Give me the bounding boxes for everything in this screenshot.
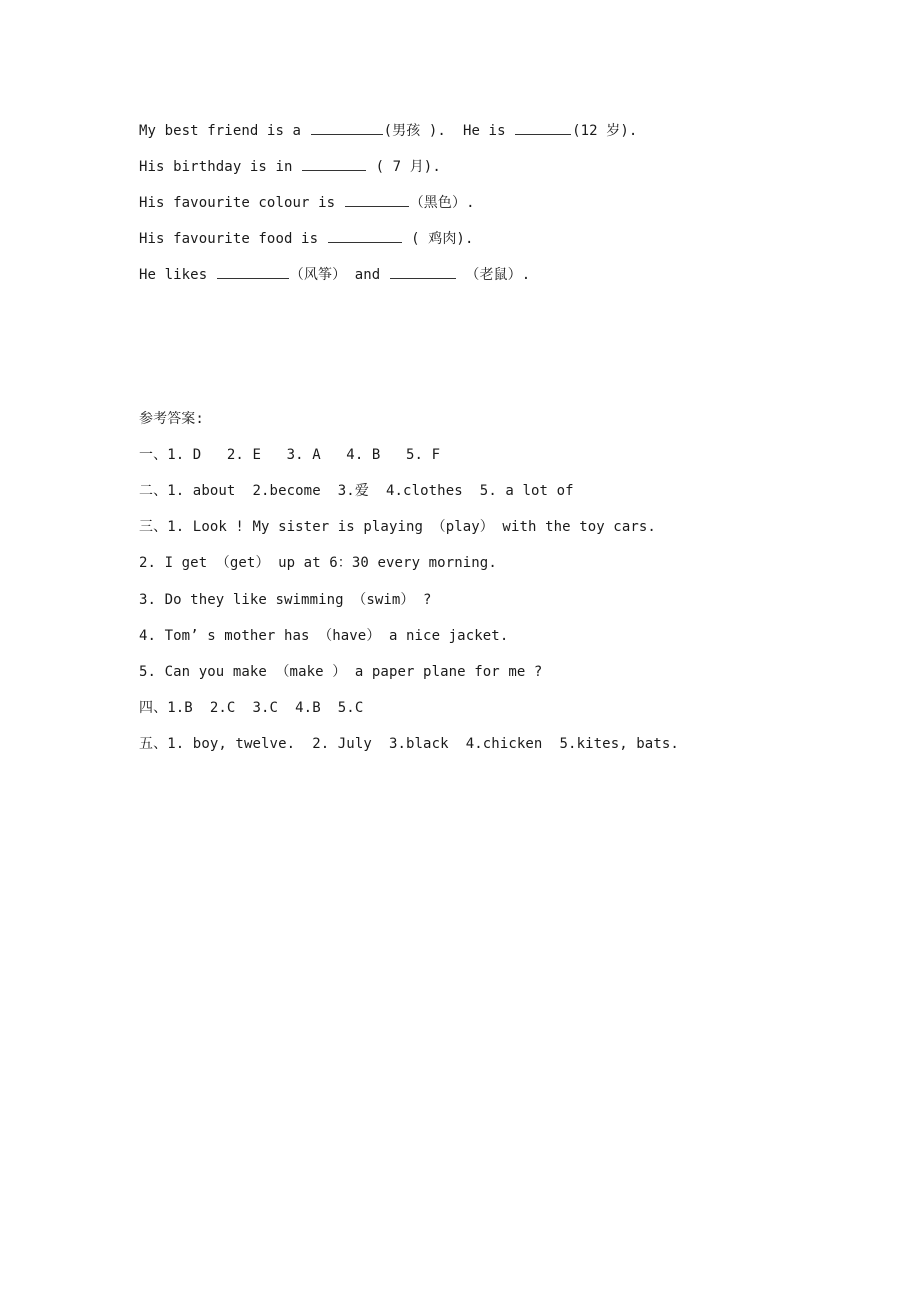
text-segment: His favourite food is	[139, 231, 327, 247]
exercise-line-5	[139, 264, 530, 285]
answer-line: 五、1. boy, twelve. 2. July 3.black 4.chicken 5.kites, bats.	[139, 736, 679, 752]
answer-line: 四、1.B 2.C 3.C 4.B 5.C	[139, 700, 364, 716]
answer-line: 5. Can you make （make ） a paper plane for me ?	[139, 664, 543, 680]
answer-line: 二、1. about 2.become 3.爱 4.clothes 5. a lot of	[139, 483, 574, 499]
answer-line: 2. I get （get） up at 6：30 every morning.	[139, 555, 497, 571]
text-segment: （老鼠）.	[456, 267, 531, 283]
fill-in-blank[interactable]	[311, 120, 383, 135]
exercise-line-4	[139, 228, 473, 249]
text-segment: He likes	[139, 267, 216, 283]
answer-line: 三、1. Look ! My sister is playing （play） with the toy cars.	[139, 519, 656, 535]
answer-line: 一、1. D 2. E 3. A 4. B 5. F	[139, 447, 441, 463]
fill-in-blank[interactable]	[390, 264, 456, 279]
exercise-line-1	[139, 120, 637, 141]
fill-in-blank[interactable]	[345, 192, 409, 207]
text-segment: (男孩 ). He is	[383, 123, 515, 139]
fill-in-blank[interactable]	[328, 228, 402, 243]
answers-heading: 参考答案:	[139, 411, 204, 427]
text-segment: My best friend is a	[139, 123, 310, 139]
answer-line: 4. Tom’ s mother has （have） a nice jacket.	[139, 628, 509, 644]
text-segment: His birthday is in	[139, 159, 302, 175]
text-segment: (12 岁).	[572, 123, 638, 139]
fill-in-blank[interactable]	[217, 264, 289, 279]
exercise-line-2	[139, 156, 441, 177]
text-segment: （黑色）.	[409, 195, 475, 211]
text-segment: ( 7 月).	[367, 159, 441, 175]
text-segment: ( 鸡肉).	[402, 231, 474, 247]
fill-in-blank[interactable]	[515, 120, 571, 135]
text-segment: （风筝） and	[289, 267, 389, 283]
fill-in-blank[interactable]	[302, 156, 366, 171]
answer-line: 3. Do they like swimming （swim） ?	[139, 592, 432, 608]
text-segment: His favourite colour is	[139, 195, 344, 211]
exercise-line-3	[139, 192, 475, 213]
